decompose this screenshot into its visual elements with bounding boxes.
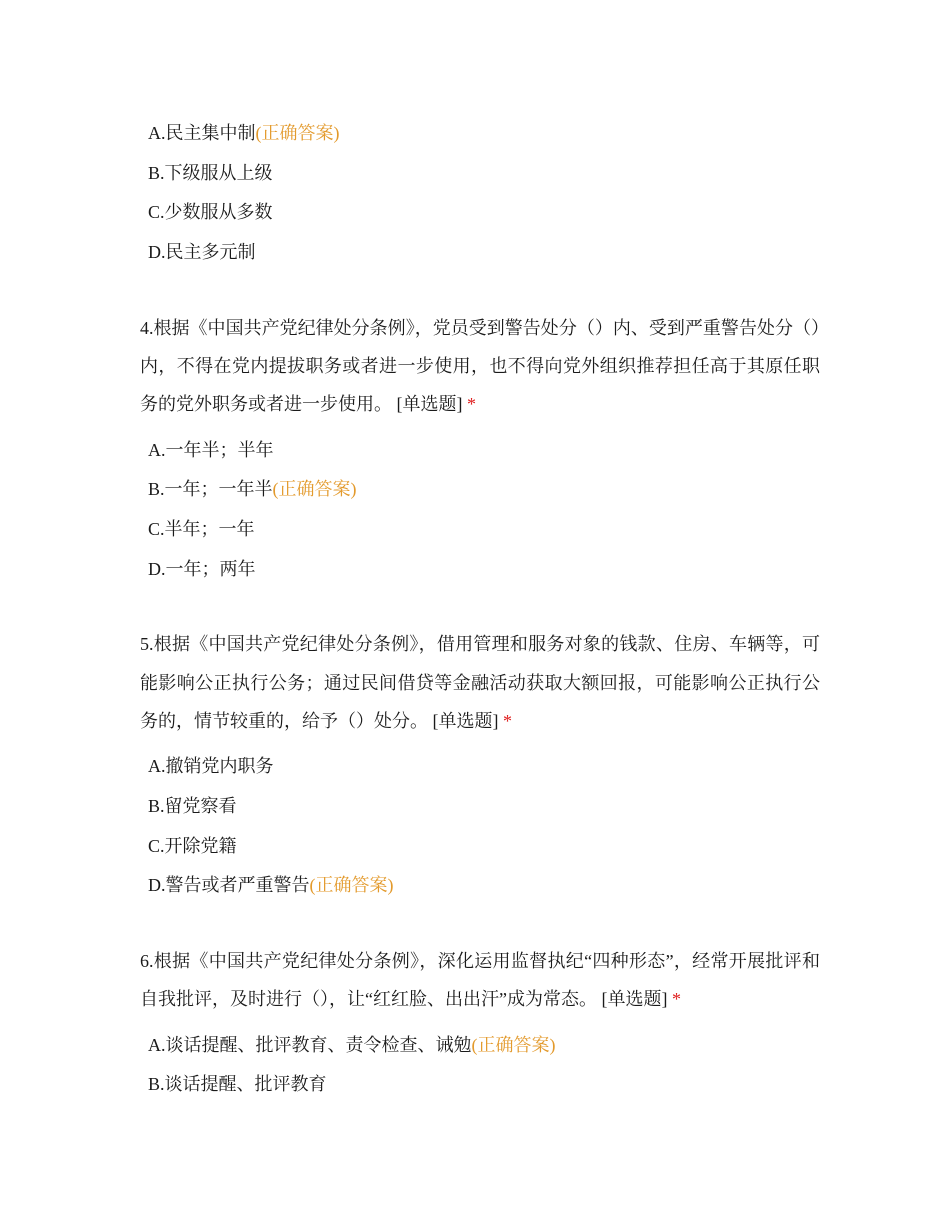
question-block-6 [140, 942, 820, 1105]
correct-answer-tag: (正确答案) [471, 1034, 556, 1055]
option-b[interactable]: B.一年；一年半(正确答案) [148, 479, 357, 500]
option-c[interactable]: C.开除党籍 [148, 835, 237, 856]
required-asterisk: * [503, 710, 512, 731]
question-type-label: [单选题] [432, 710, 499, 731]
option-b[interactable]: B.下级服从上级 [148, 162, 273, 183]
options-list [140, 747, 820, 906]
question-stem: 6.根据《中国共产党纪律处分条例》，深化运用监督执纪“四种形态”，经常开展批评和自我批评，及时进行（），让“红红脸、出出汗”成为常态。 [单选题] * [140, 951, 820, 1010]
option-d[interactable]: D.一年；两年 [148, 558, 256, 579]
options-list [140, 431, 820, 590]
question-stem: 5.根据《中国共产党纪律处分条例》，借用管理和服务对象的钱款、住房、车辆等，可能影响公正执行公务；通过民间借贷等金融活动获取大额回报，可能影响公正执行公务的，情节较重的，给予（）处分。 [单选题] * [140, 634, 820, 731]
option-a[interactable]: A.谈话提醒、批评教育、责令检查、诫勉(正确答案) [148, 1034, 556, 1055]
survey-page [140, 114, 820, 1105]
option-c[interactable]: C.半年；一年 [148, 519, 255, 540]
question-block-5 [140, 625, 820, 906]
option-a[interactable]: A.民主集中制(正确答案) [148, 123, 340, 143]
question-type-label: [单选题] [601, 989, 668, 1010]
correct-answer-tag: (正确答案) [272, 479, 357, 500]
option-a[interactable]: A.一年半；半年 [148, 439, 274, 460]
option-a[interactable]: A.撤销党内职务 [148, 756, 274, 777]
question-type-label: [单选题] [396, 394, 463, 415]
options-list [140, 114, 820, 273]
question-block-4 [140, 309, 820, 590]
correct-answer-tag: (正确答案) [255, 123, 340, 143]
required-asterisk: * [671, 989, 681, 1010]
option-d[interactable]: D.警告或者严重警告(正确答案) [148, 875, 394, 896]
option-d[interactable]: D.民主多元制 [148, 242, 256, 263]
option-b[interactable]: B.谈话提醒、批评教育 [148, 1074, 327, 1095]
option-b[interactable]: B.留党察看 [148, 795, 237, 816]
option-c[interactable]: C.少数服从多数 [148, 202, 273, 223]
question-stem: 4.根据《中国共产党纪律处分条例》，党员受到警告处分（）内、受到严重警告处分（）内，不得在党内提拔职务或者进一步使用，也不得向党外组织推荐担任高于其原任职务的党外职务或者进一步使用。 [单选题] * [140, 317, 820, 415]
options-list [140, 1026, 820, 1105]
question-block-3 [140, 114, 820, 273]
required-asterisk: * [467, 394, 476, 415]
correct-answer-tag: (正确答案) [309, 875, 394, 896]
